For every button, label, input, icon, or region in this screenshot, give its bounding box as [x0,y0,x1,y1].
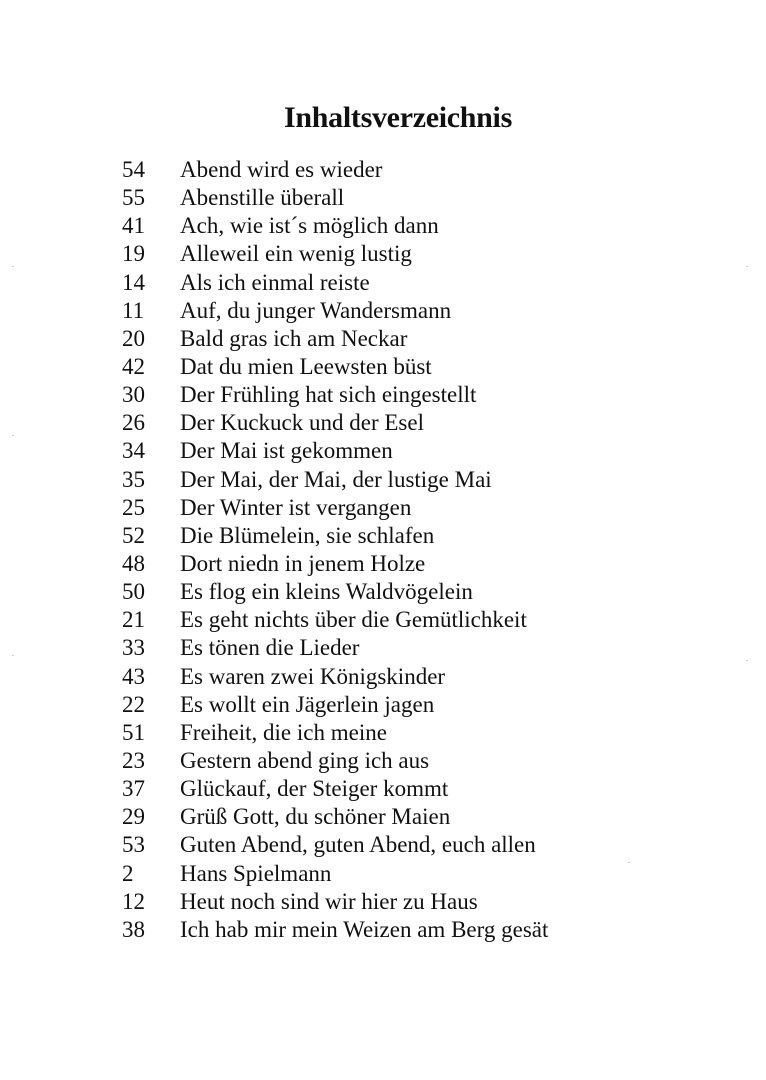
toc-entry [118,409,718,437]
page-title: Inhaltsverzeichnis [284,101,512,134]
toc-song-title: Glückauf, der Steiger kommt [180,776,449,802]
toc-page-number: 37 [122,776,145,802]
toc-page-number: 2 [122,860,134,886]
toc-song-title: Der Mai ist gekommen [180,438,393,464]
toc-song-title: Es waren zwei Königskinder [180,663,446,689]
toc-song-title: Es geht nichts über die Gemütlichkeit [180,607,527,633]
toc-entry [118,325,718,353]
toc-page-number: 52 [122,522,145,548]
toc-entry [118,381,718,409]
toc-song-title: Der Mai, der Mai, der lustige Mai [180,466,492,492]
toc-song-title: Freiheit, die ich meine [180,719,387,745]
toc-entry [118,240,718,268]
toc-entry [118,916,718,944]
toc-entry [118,663,718,691]
table-of-contents [118,156,718,944]
toc-page-number: 22 [122,691,145,717]
toc-page-number: 51 [122,719,145,745]
toc-song-title: Ich hab mir mein Weizen am Berg gesät [180,916,549,942]
toc-page-number: 12 [122,888,145,914]
toc-page-number: 42 [122,354,145,380]
toc-song-title: Heut noch sind wir hier zu Haus [180,888,478,914]
toc-entry [118,466,718,494]
toc-page-number: 26 [122,410,145,436]
scan-speck [12,435,14,436]
toc-entry [118,888,718,916]
toc-page-number: 21 [122,607,145,633]
toc-entry [118,775,718,803]
toc-page-number: 53 [122,832,145,858]
toc-entry [118,297,718,325]
toc-page-number: 19 [122,241,145,267]
scan-speck [746,660,748,661]
toc-page-number: 23 [122,748,145,774]
toc-song-title: Dat du mien Leewsten büst [180,354,432,380]
toc-song-title: Ach, wie ist´s möglich dann [180,213,439,239]
toc-page-number: 30 [122,382,145,408]
scan-speck [12,655,14,656]
toc-page-number: 55 [122,185,145,211]
toc-page-number: 54 [122,157,145,183]
toc-song-title: Guten Abend, guten Abend, euch allen [180,832,536,858]
toc-song-title: Grüß Gott, du schöner Maien [180,804,451,830]
toc-song-title: Hans Spielmann [180,860,332,886]
toc-page-number: 50 [122,579,145,605]
toc-entry [118,634,718,662]
toc-page-number: 20 [122,325,145,351]
toc-entry [118,269,718,297]
toc-entry [118,184,718,212]
toc-entry [118,522,718,550]
scan-speck [628,862,630,863]
toc-song-title: Es wollt ein Jägerlein jagen [180,691,435,717]
toc-page-number: 35 [122,466,145,492]
toc-entry [118,156,718,184]
toc-page-number: 25 [122,494,145,520]
toc-page-number: 38 [122,916,145,942]
toc-entry [118,606,718,634]
toc-song-title: Abend wird es wieder [180,157,383,183]
toc-song-title: Als ich einmal reiste [180,269,370,295]
toc-entry [118,691,718,719]
toc-entry [118,860,718,888]
toc-song-title: Abenstille überall [180,185,345,211]
toc-page-number: 34 [122,438,145,464]
toc-entry [118,212,718,240]
scan-speck [746,266,748,267]
toc-song-title: Gestern abend ging ich aus [180,748,430,774]
toc-page-number: 43 [122,663,145,689]
toc-page-number: 29 [122,804,145,830]
toc-page-number: 11 [122,297,145,323]
toc-song-title: Die Blümelein, sie schlafen [180,522,435,548]
toc-page-number: 41 [122,213,145,239]
toc-song-title: Es flog ein kleins Waldvögelein [180,579,473,605]
toc-entry [118,550,718,578]
scan-speck [12,266,14,267]
toc-page-number: 14 [122,269,145,295]
toc-entry [118,494,718,522]
toc-song-title: Auf, du junger Wandersmann [180,297,452,323]
toc-song-title: Der Winter ist vergangen [180,494,412,520]
toc-song-title: Es tönen die Lieder [180,635,360,661]
toc-song-title: Der Kuckuck und der Esel [180,410,424,436]
toc-entry [118,831,718,859]
toc-song-title: Bald gras ich am Neckar [180,325,408,351]
toc-page-number: 48 [122,551,145,577]
toc-entry [118,747,718,775]
toc-song-title: Der Frühling hat sich eingestellt [180,382,477,408]
toc-entry [118,719,718,747]
toc-entry [118,578,718,606]
toc-entry [118,353,718,381]
toc-page-number: 33 [122,635,145,661]
toc-entry [118,437,718,465]
toc-song-title: Alleweil ein wenig lustig [180,241,412,267]
toc-song-title: Dort niedn in jenem Holze [180,551,426,577]
toc-entry [118,803,718,831]
